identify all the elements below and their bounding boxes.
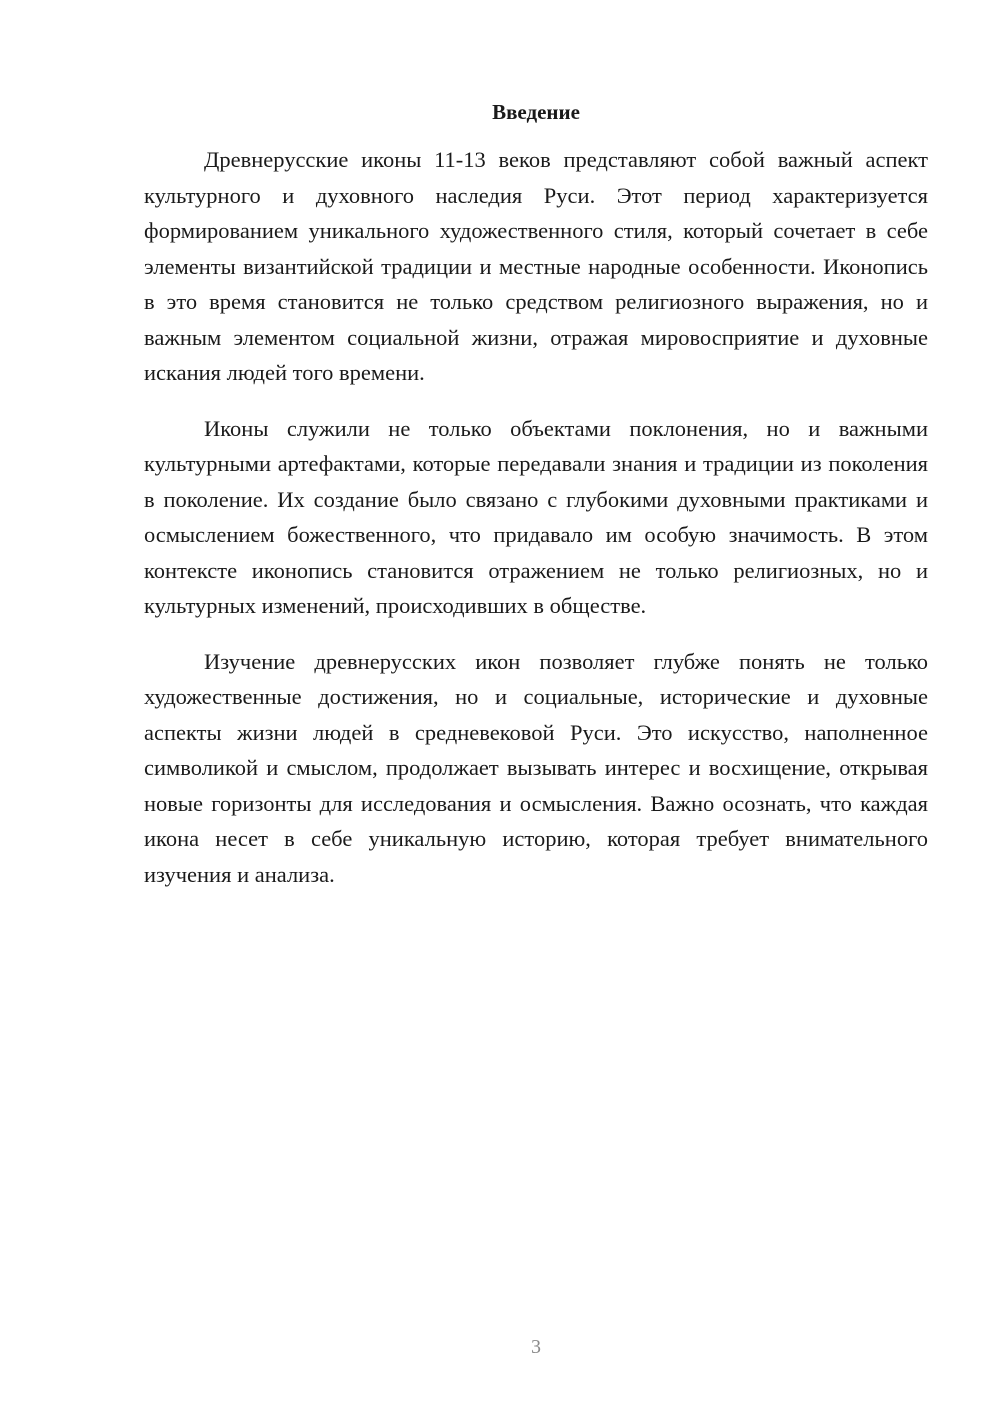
page-number: 3 xyxy=(531,1336,541,1358)
body-text xyxy=(144,142,928,912)
paragraph-1: Древнерусские иконы 11-13 веков представляют собой важный аспект культурного и духовного наследия Руси. Этот период характеризуется формированием уникального художественного стиля, который сочетает в себе элементы византийской традиции и местные народные особенности. Иконопись в это время становится не только средством религиозного выражения, но и важным элементом социальной жизни, отражая мировосприятие и духовные искания людей того времени. xyxy=(144,147,928,385)
paragraph-2: Иконы служили не только объектами поклонения, но и важными культурными артефактами, которые передавали знания и традиции из поколения в поколение. Их создание было связано с глубокими духовными практиками и осмыслением божественного, что придавало им особую значимость. В этом контексте иконопись становится отражением не только религиозных, но и культурных изменений, происходивших в обществе. xyxy=(144,415,928,618)
section-title: Введение xyxy=(492,100,580,124)
paragraph-3: Изучение древнерусских икон позволяет глубже понять не только художественные достижения, но и социальные, исторические и духовные аспекты жизни людей в средневековой Руси. Это искусство, наполненное символикой и смыслом, продолжает вызывать интерес и восхищение, открывая новые горизонты для исследования и осмысления. Важно осознать, что каждая икона несет в себе уникальную историю, которая требует внимательного изучения и анализа. xyxy=(144,648,928,887)
